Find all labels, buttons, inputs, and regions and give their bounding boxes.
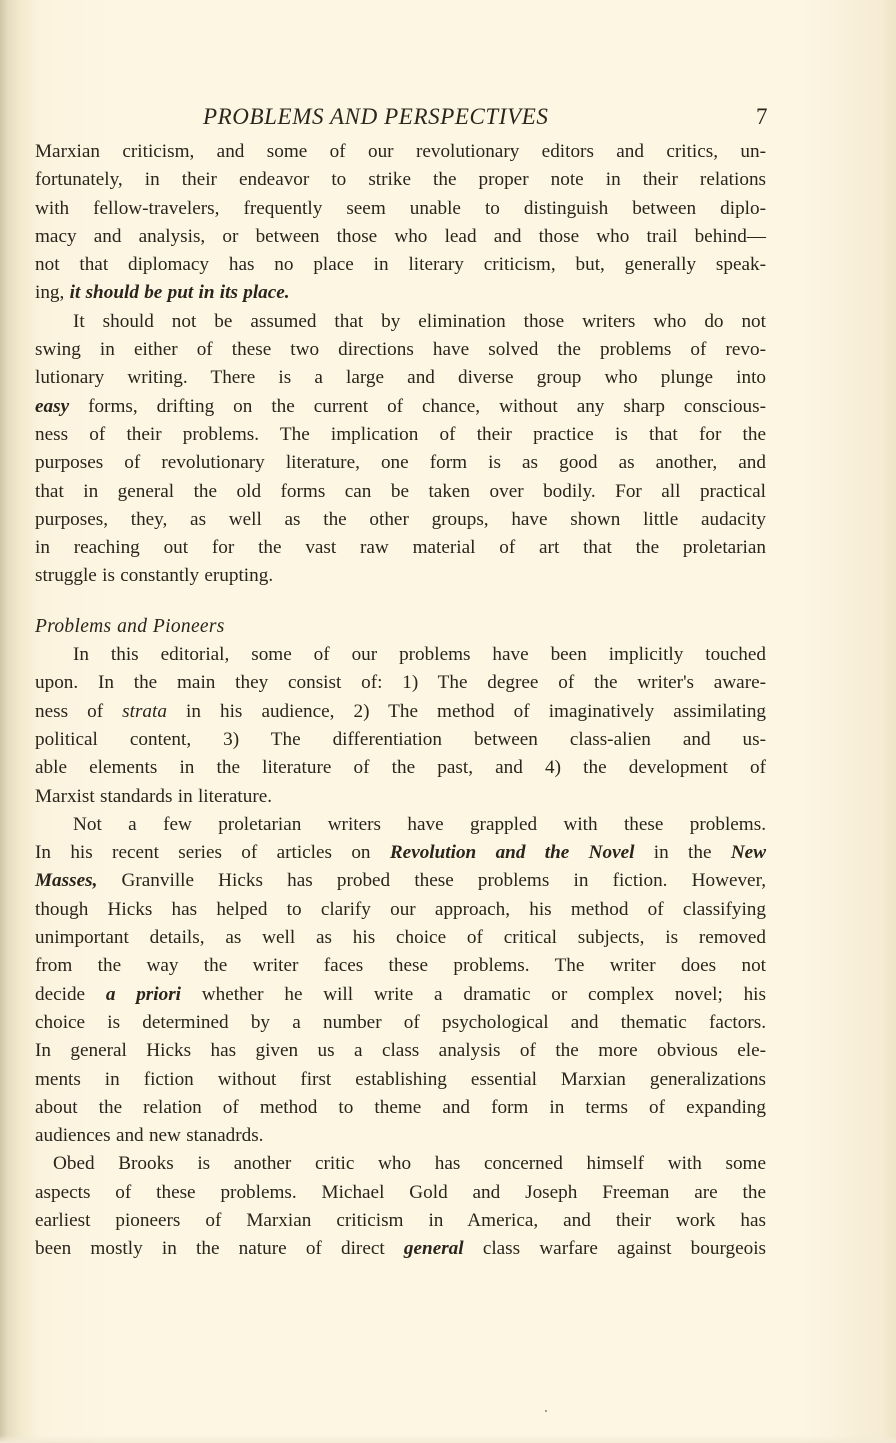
emphasis-text: general	[403, 1238, 464, 1260]
paper-speck	[545, 1410, 547, 1412]
emphasis-text: Revolution and the Novel	[389, 842, 635, 864]
text-line: struggle is constantly erupting.	[35, 565, 274, 587]
text-line: not that diplomacy has no place in literary criticism, but, generally speak-	[35, 254, 766, 276]
text-line: lutionary writing. There is a large and diverse group who plunge into	[35, 367, 766, 389]
text-line: upon. In the main they consist of: 1) The degree of the writer's aware-	[35, 672, 766, 694]
paragraph	[35, 138, 766, 308]
text-span: in the	[634, 842, 731, 864]
paragraph	[35, 1150, 766, 1263]
text-line	[35, 981, 766, 1009]
emphasis-text: Masses,	[35, 870, 98, 892]
text-line: In general Hicks has given us a class analysis of the more obvious ele-	[35, 1040, 766, 1062]
text-span: decide	[35, 983, 106, 1005]
text-span: forms, drifting on the current of chance, without any sharp conscious-	[69, 395, 766, 417]
paragraph	[35, 308, 766, 591]
text-line: purposes, they, as well as the other groups, have shown little audacity	[35, 508, 766, 530]
emphasis-text: New	[730, 842, 766, 864]
running-header	[0, 100, 896, 134]
text-line: unimportant details, as well as his choice of critical subjects, is removed	[35, 927, 766, 949]
text-line: Not a few proletarian writers have grappled with these problems.	[73, 813, 766, 835]
text-span: been mostly in the nature of direct	[35, 1238, 404, 1260]
text-line: though Hicks has helped to clarify our approach, his method of classifying	[35, 898, 766, 920]
body-text	[35, 138, 766, 1264]
section-heading: Problems and Pioneers	[35, 615, 225, 637]
text-line	[35, 698, 766, 726]
text-line: in reaching out for the vast raw material of art that the proletarian	[35, 537, 766, 559]
emphasis-text: easy	[35, 395, 70, 417]
paragraph	[35, 811, 766, 1151]
text-span: class warfare against bourgeois	[463, 1238, 766, 1260]
text-line: Marxian criticism, and some of our revolutionary editors and critics, un-	[35, 141, 766, 162]
text-line	[35, 1235, 766, 1263]
text-line: fortunately, in their endeavor to strike the proper note in their relations	[35, 169, 766, 191]
text-line	[35, 867, 766, 895]
text-line	[35, 839, 766, 867]
text-line: macy and analysis, or between those who lead and those who trail behind—	[35, 225, 766, 247]
page-number: 7	[756, 104, 768, 129]
text-span: Granville Hicks has probed these problems in fiction. However,	[97, 870, 766, 892]
text-span: whether he will write a dramatic or complex novel; his	[181, 983, 766, 1005]
text-line: aspects of these problems. Michael Gold and Joseph Freeman are the	[35, 1181, 766, 1203]
text-line: It should not be assumed that by elimination those writers who do not	[73, 310, 766, 332]
text-line	[35, 393, 766, 421]
text-line: ness of their problems. The implication of their practice is that for the	[35, 423, 766, 445]
text-line: purposes of revolutionary literature, one form is as good as another, and	[35, 452, 766, 474]
text-line: audiences and new stanadrds.	[35, 1125, 264, 1147]
text-line	[35, 279, 766, 307]
emphasis-text: strata	[122, 700, 167, 722]
text-line: with fellow-travelers, frequently seem unable to distinguish between diplo-	[35, 197, 766, 219]
text-line: In this editorial, some of our problems have been implicitly touched	[73, 644, 766, 666]
text-span: ing,	[35, 282, 70, 304]
text-line: political content, 3) The differentiation between class-alien and us-	[35, 728, 766, 750]
text-line: from the way the writer faces these problems. The writer does not	[35, 955, 766, 977]
text-span: ness of	[35, 700, 123, 722]
text-line: Obed Brooks is another critic who has concerned himself with some	[53, 1153, 766, 1175]
text-span: In his recent series of articles on	[35, 842, 390, 864]
text-line: that in general the old forms can be taken over bodily. For all practical	[35, 480, 766, 502]
text-line: able elements in the literature of the past, and 4) the development of	[35, 757, 766, 779]
text-line: earliest pioneers of Marxian criticism in America, and their work has	[35, 1209, 766, 1231]
text-line: swing in either of these two directions have solved the problems of revo-	[35, 339, 766, 361]
text-line: Marxist standards in literature.	[35, 785, 273, 807]
text-span: in his audience, 2) The method of imaginatively assimilating	[166, 700, 767, 722]
text-line: about the relation of method to theme and form in terms of expanding	[35, 1096, 766, 1118]
text-line: ments in fiction without first establishing essential Marxian generalizations	[35, 1068, 766, 1090]
emphasis-text: a priori	[105, 983, 181, 1005]
paragraph	[35, 641, 766, 811]
text-line: choice is determined by a number of psychological and thematic factors.	[35, 1011, 766, 1033]
running-title: PROBLEMS AND PERSPECTIVES	[203, 104, 549, 129]
emphasis-text: it should be put in its place.	[69, 282, 290, 304]
